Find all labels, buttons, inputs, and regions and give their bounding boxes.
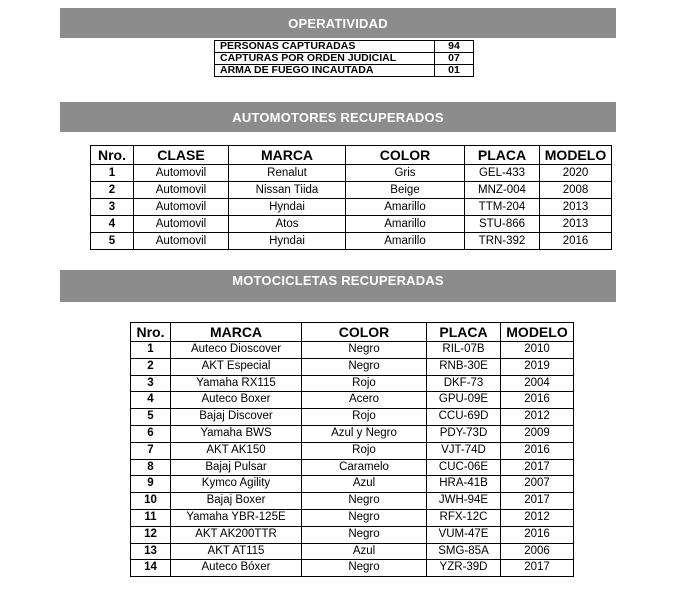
operatividad-row [215, 53, 474, 65]
motocicletas-cell: YZR-39D [427, 560, 501, 577]
motocicletas-table-row [131, 560, 574, 577]
motocicletas-cell: Yamaha RX115 [171, 375, 302, 392]
automotores-cell: Automovil [134, 216, 229, 233]
motocicletas-cell: 4 [131, 392, 171, 409]
motocicletas-cell: SMG-85A [427, 543, 501, 560]
motocicletas-cell: 8 [131, 459, 171, 476]
automotores-cell: 1 [91, 165, 134, 182]
motocicletas-cell: 2006 [501, 543, 574, 560]
automotores-cell: Automovil [134, 233, 229, 250]
automotores-cell: GEL-433 [465, 165, 540, 182]
motocicletas-cell: 5 [131, 409, 171, 426]
automotores-cell: 2016 [540, 233, 612, 250]
motocicletas-cell: AKT AK200TTR [171, 526, 302, 543]
operatividad-value: 94 [435, 41, 474, 53]
automotores-table [90, 145, 612, 250]
motocicletas-cell: 2012 [501, 509, 574, 526]
motocicletas-cell: HRA-41B [427, 476, 501, 493]
automotores-cell: 4 [91, 216, 134, 233]
motocicletas-cell: Azul [302, 543, 427, 560]
automotores-banner: AUTOMOTORES RECUPERADOS [60, 102, 616, 132]
motocicletas-cell: Negro [302, 493, 427, 510]
motocicletas-cell: 2009 [501, 425, 574, 442]
operatividad-label: CAPTURAS POR ORDEN JUDICIAL [215, 53, 435, 65]
motocicletas-cell: 7 [131, 442, 171, 459]
motocicletas-table-row [131, 509, 574, 526]
motocicletas-cell: Yamaha BWS [171, 425, 302, 442]
motocicletas-table-row [131, 459, 574, 476]
motocicletas-cell: 2017 [501, 493, 574, 510]
automotores-cell: TTM-204 [465, 199, 540, 216]
motocicletas-cell: 2016 [501, 526, 574, 543]
automotores-table-row [91, 216, 612, 233]
automotores-cell: Atos [229, 216, 346, 233]
motocicletas-cell: JWH-94E [427, 493, 501, 510]
automotores-column-header: MODELO [540, 146, 612, 165]
operatividad-banner: OPERATIVIDAD [60, 8, 616, 38]
motocicletas-cell: Negro [302, 509, 427, 526]
automotores-cell: Hyndai [229, 233, 346, 250]
motocicletas-cell: Auteco Boxer [171, 392, 302, 409]
motocicletas-cell: Bajaj Pulsar [171, 459, 302, 476]
motocicletas-cell: Negro [302, 342, 427, 359]
automotores-cell: TRN-392 [465, 233, 540, 250]
automotores-table-row [91, 199, 612, 216]
automotores-cell: Gris [346, 165, 465, 182]
motocicletas-cell: 11 [131, 509, 171, 526]
motocicletas-table [130, 322, 574, 577]
motocicletas-table-row [131, 526, 574, 543]
automotores-cell: 2013 [540, 199, 612, 216]
automotores-cell: Automovil [134, 165, 229, 182]
motocicletas-column-header: MARCA [171, 323, 302, 342]
automotores-cell: 3 [91, 199, 134, 216]
operatividad-row [215, 65, 474, 77]
motocicletas-table-row [131, 476, 574, 493]
motocicletas-cell: 1 [131, 342, 171, 359]
automotores-table-row [91, 182, 612, 199]
motocicletas-cell: CUC-06E [427, 459, 501, 476]
motocicletas-cell: Azul y Negro [302, 425, 427, 442]
motocicletas-cell: Negro [302, 358, 427, 375]
motocicletas-cell: 2 [131, 358, 171, 375]
motocicletas-cell: Negro [302, 560, 427, 577]
motocicletas-cell: Kymco Agility [171, 476, 302, 493]
operatividad-table [214, 40, 474, 77]
motocicletas-column-header: MODELO [501, 323, 574, 342]
motocicletas-cell: Acero [302, 392, 427, 409]
motocicletas-cell: Yamaha YBR-125E [171, 509, 302, 526]
automotores-column-header: Nro. [91, 146, 134, 165]
motocicletas-cell: VJT-74D [427, 442, 501, 459]
automotores-cell: Renalut [229, 165, 346, 182]
automotores-cell: Amarillo [346, 216, 465, 233]
motocicletas-table-row [131, 425, 574, 442]
motocicletas-cell: Caramelo [302, 459, 427, 476]
motocicletas-cell: Rojo [302, 375, 427, 392]
automotores-cell: Hyndai [229, 199, 346, 216]
motocicletas-cell: AKT AK150 [171, 442, 302, 459]
motocicletas-table-row [131, 442, 574, 459]
automotores-table-row [91, 233, 612, 250]
motocicletas-banner: MOTOCICLETAS RECUPERADAS [60, 270, 616, 302]
automotores-cell: 2020 [540, 165, 612, 182]
motocicletas-cell: 2007 [501, 476, 574, 493]
motocicletas-cell: 2017 [501, 560, 574, 577]
automotores-column-header: MARCA [229, 146, 346, 165]
automotores-header-row [91, 146, 612, 165]
motocicletas-cell: Auteco Bóxer [171, 560, 302, 577]
automotores-cell: Amarillo [346, 199, 465, 216]
motocicletas-cell: VUM-47E [427, 526, 501, 543]
automotores-cell: 2 [91, 182, 134, 199]
automotores-cell: Automovil [134, 182, 229, 199]
motocicletas-cell: AKT Especial [171, 358, 302, 375]
motocicletas-cell: RNB-30E [427, 358, 501, 375]
motocicletas-cell: Auteco Dioscover [171, 342, 302, 359]
motocicletas-cell: AKT AT115 [171, 543, 302, 560]
motocicletas-cell: PDY-73D [427, 425, 501, 442]
motocicletas-table-row [131, 543, 574, 560]
automotores-cell: 5 [91, 233, 134, 250]
motocicletas-cell: Bajaj Boxer [171, 493, 302, 510]
motocicletas-header-row [131, 323, 574, 342]
automotores-cell: Beige [346, 182, 465, 199]
automotores-cell: STU-866 [465, 216, 540, 233]
motocicletas-table-row [131, 375, 574, 392]
operatividad-value: 01 [435, 65, 474, 77]
motocicletas-cell: 2017 [501, 459, 574, 476]
motocicletas-cell: 13 [131, 543, 171, 560]
automotores-cell: Amarillo [346, 233, 465, 250]
motocicletas-cell: RIL-07B [427, 342, 501, 359]
motocicletas-table-row [131, 493, 574, 510]
automotores-column-header: PLACA [465, 146, 540, 165]
operatividad-label: PERSONAS CAPTURADAS [215, 41, 435, 53]
motocicletas-cell: 6 [131, 425, 171, 442]
motocicletas-cell: CCU-69D [427, 409, 501, 426]
automotores-cell: Nissan Tiida [229, 182, 346, 199]
operatividad-label: ARMA DE FUEGO INCAUTADA [215, 65, 435, 77]
motocicletas-column-header: Nro. [131, 323, 171, 342]
motocicletas-table-row [131, 392, 574, 409]
motocicletas-cell: 14 [131, 560, 171, 577]
motocicletas-cell: DKF-73 [427, 375, 501, 392]
motocicletas-cell: Negro [302, 526, 427, 543]
motocicletas-cell: 2004 [501, 375, 574, 392]
motocicletas-cell: GPU-09E [427, 392, 501, 409]
motocicletas-cell: Azul [302, 476, 427, 493]
motocicletas-cell: 9 [131, 476, 171, 493]
automotores-cell: 2013 [540, 216, 612, 233]
operatividad-value: 07 [435, 53, 474, 65]
motocicletas-cell: 2016 [501, 442, 574, 459]
motocicletas-cell: 2010 [501, 342, 574, 359]
motocicletas-cell: 2019 [501, 358, 574, 375]
motocicletas-table-row [131, 342, 574, 359]
motocicletas-cell: Rojo [302, 409, 427, 426]
automotores-cell: Automovil [134, 199, 229, 216]
motocicletas-cell: Bajaj Discover [171, 409, 302, 426]
motocicletas-cell: 2012 [501, 409, 574, 426]
automotores-cell: 2008 [540, 182, 612, 199]
motocicletas-column-header: COLOR [302, 323, 427, 342]
automotores-table-row [91, 165, 612, 182]
automotores-column-header: CLASE [134, 146, 229, 165]
motocicletas-cell: 12 [131, 526, 171, 543]
automotores-column-header: COLOR [346, 146, 465, 165]
motocicletas-table-row [131, 358, 574, 375]
motocicletas-cell: RFX-12C [427, 509, 501, 526]
motocicletas-column-header: PLACA [427, 323, 501, 342]
motocicletas-cell: 3 [131, 375, 171, 392]
motocicletas-table-row [131, 409, 574, 426]
operatividad-row [215, 41, 474, 53]
motocicletas-cell: 2016 [501, 392, 574, 409]
motocicletas-cell: Rojo [302, 442, 427, 459]
motocicletas-cell: 10 [131, 493, 171, 510]
automotores-cell: MNZ-004 [465, 182, 540, 199]
